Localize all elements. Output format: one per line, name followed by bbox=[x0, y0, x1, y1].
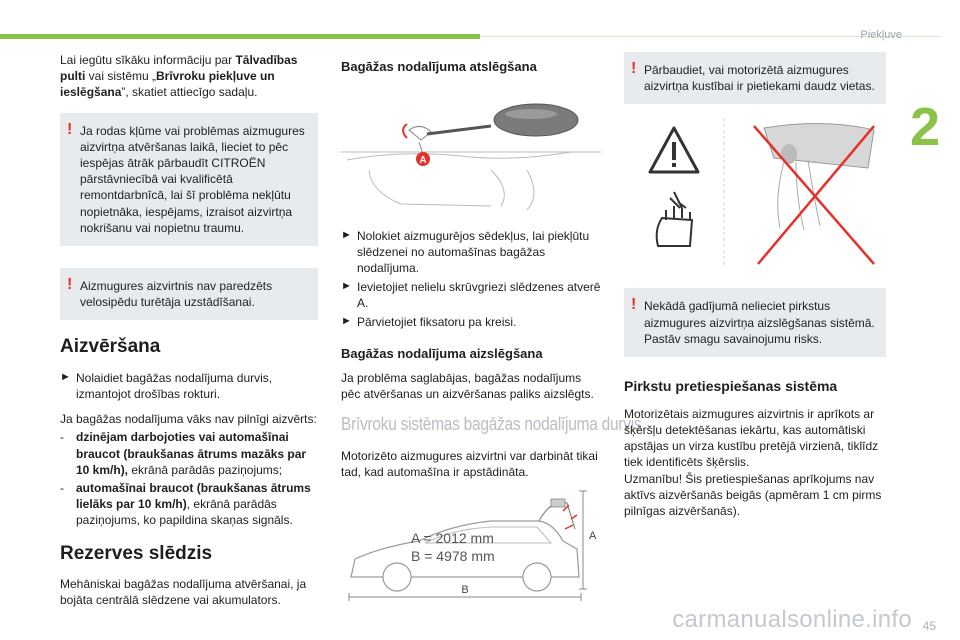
warning-text: Pārbaudiet, vai motorizētā aizmugures aizvirtņa kustībai ir pietiekami daudz vietas. bbox=[644, 63, 875, 94]
intro-paragraph: Lai iegūtu sīkāku informāciju par Tālvadības pulti vai sistēmu „Brīvroku piekļuve un ieslēgšana”, skatiet attiecīgo sadaļu. bbox=[60, 53, 298, 100]
unlock-heading: Bagāžas nodalījuma atslēgšana bbox=[341, 59, 537, 74]
warning-box bbox=[60, 268, 318, 320]
warning-box bbox=[624, 52, 886, 104]
bullet-icon: ► bbox=[341, 280, 352, 293]
dimension-a-value: A = 2012 mm bbox=[411, 530, 494, 547]
lock-heading: Bagāžas nodalījuma aizslēgšana bbox=[341, 345, 543, 361]
warning-icon: ! bbox=[67, 275, 73, 293]
pinch-hazard-illustration bbox=[624, 118, 886, 268]
screwdriver-figure bbox=[341, 100, 601, 210]
lock-paragraph: Ja problēma saglabājas, bagāžas nodalījums pēc atvēršanas un aizvēršanas paliks aizslēgts. bbox=[341, 371, 594, 402]
bullet-icon: ► bbox=[341, 228, 352, 241]
warning-box bbox=[60, 113, 318, 246]
chapter-number: 2 bbox=[909, 97, 940, 157]
handsfree-heading: Brīvroku sistēmas bagāžas nodalījuma durvis bbox=[341, 413, 642, 434]
warning-text: Aizmugures aizvirtnis nav paredzēts velosipēdu turētāja uzstādīšanai. bbox=[80, 278, 273, 310]
section-name: Piekļuve bbox=[860, 29, 902, 41]
car-figure bbox=[341, 489, 601, 609]
closing-heading: Aizvēršana bbox=[60, 336, 161, 358]
warning-box bbox=[624, 288, 886, 357]
warning-text: Ja rodas kļūme vai problēmas aizmugures aizvirtņa atvēršanas laikā, lieciet to pēc iespējas ātrāk pārbaudīt CITROËN pārstāvniecībā vai kvalificētā remontdarbnīcā, lai šī problēma nekļūtu nopietnāka, iespējams, izraisot aizvirtņa nokrišanu vai nopietnu traumu. bbox=[80, 123, 305, 235]
list-item: - dzinējam darbojoties vai automašīnai braucot (braukšanas ātrums mazāks par 10 km/h), ekrānā parādās paziņojums; bbox=[60, 430, 307, 477]
bullet-icon: ► bbox=[60, 370, 71, 383]
car-dimensions-illustration bbox=[341, 489, 601, 609]
unlock-illustration bbox=[341, 100, 601, 210]
anti-pinch-heading: Pirkstu pretiespiešanas sistēma bbox=[624, 377, 838, 394]
column-middle bbox=[341, 52, 642, 609]
dimension-b-value: B = 4978 mm bbox=[411, 548, 495, 565]
warning-icon: ! bbox=[631, 296, 637, 314]
list-item: - automašīnai braucot (braukšanas ātrums lielāks par 10 km/h), ekrānā parādās paziņojums, ko papildina skaņas signāls. bbox=[60, 481, 311, 528]
hazard-figure bbox=[624, 118, 886, 268]
list-item: ► Nolokiet aizmugurējos sēdekļus, lai piekļūtu slēdzenei no automašīnas bagāžas nodalījuma. bbox=[341, 228, 590, 275]
dimension-b-label: B bbox=[461, 584, 469, 597]
header-accent-bar bbox=[0, 34, 480, 39]
spare-heading: Rezerves slēdzis bbox=[60, 542, 213, 564]
warning-text: Nekādā gadījumā nelieciet pirkstus aizmugures aizvirtņa aizslēgšanas sistēmā. Pastāv smagu savainojumu risks. bbox=[644, 299, 875, 346]
column-left bbox=[60, 52, 318, 618]
watermark: carmanualsonline.info bbox=[672, 605, 912, 633]
warning-icon: ! bbox=[67, 120, 73, 138]
bullet-icon: ► bbox=[341, 315, 352, 328]
list-item: ► Nolaidiet bagāžas nodalījuma durvis, izmantojot drošības rokturi. bbox=[60, 370, 273, 402]
list-item: ► Pārvietojiet fiksatoru pa kreisi. bbox=[341, 315, 517, 330]
column-right bbox=[624, 52, 886, 528]
handsfree-paragraph: Motorizēto aizmugures aizvirtni var darbināt tikai tad, kad automašīna ir apstādināta. bbox=[341, 448, 598, 480]
closing-paragraph: Ja bagāžas nodalījuma vāks nav pilnīgi aizvērts: bbox=[60, 412, 317, 427]
marker-a-label: A bbox=[419, 154, 427, 166]
warning-icon: ! bbox=[631, 60, 637, 77]
list-item: ► Ievietojiet nelielu skrūvgriezi slēdzenes atverē A. bbox=[341, 280, 601, 311]
anti-pinch-note: Uzmanību! Šis pretiespiešanas aprīkojums nav aktīvs aizvēršanās beigās (apmēram 1 cm pirms pilnīgas aizvēršanās). bbox=[624, 471, 882, 518]
page-number: 45 bbox=[922, 618, 936, 633]
spare-paragraph: Mehāniskai bagāžas nodalījuma atvēršanai, ja bojāta centrālā slēdzene vai akumulators. bbox=[60, 577, 307, 608]
dimension-a-label: A bbox=[589, 530, 597, 543]
anti-pinch-paragraph: Motorizētais aizmugures aizvirtnis ir aprīkots ar šķēršļu detektēšanas iekārtu, kas automātiski apstājas un virza kustību pretējā virzienā, tiklīdz tiek identificēts šķērslis. bbox=[624, 406, 879, 470]
